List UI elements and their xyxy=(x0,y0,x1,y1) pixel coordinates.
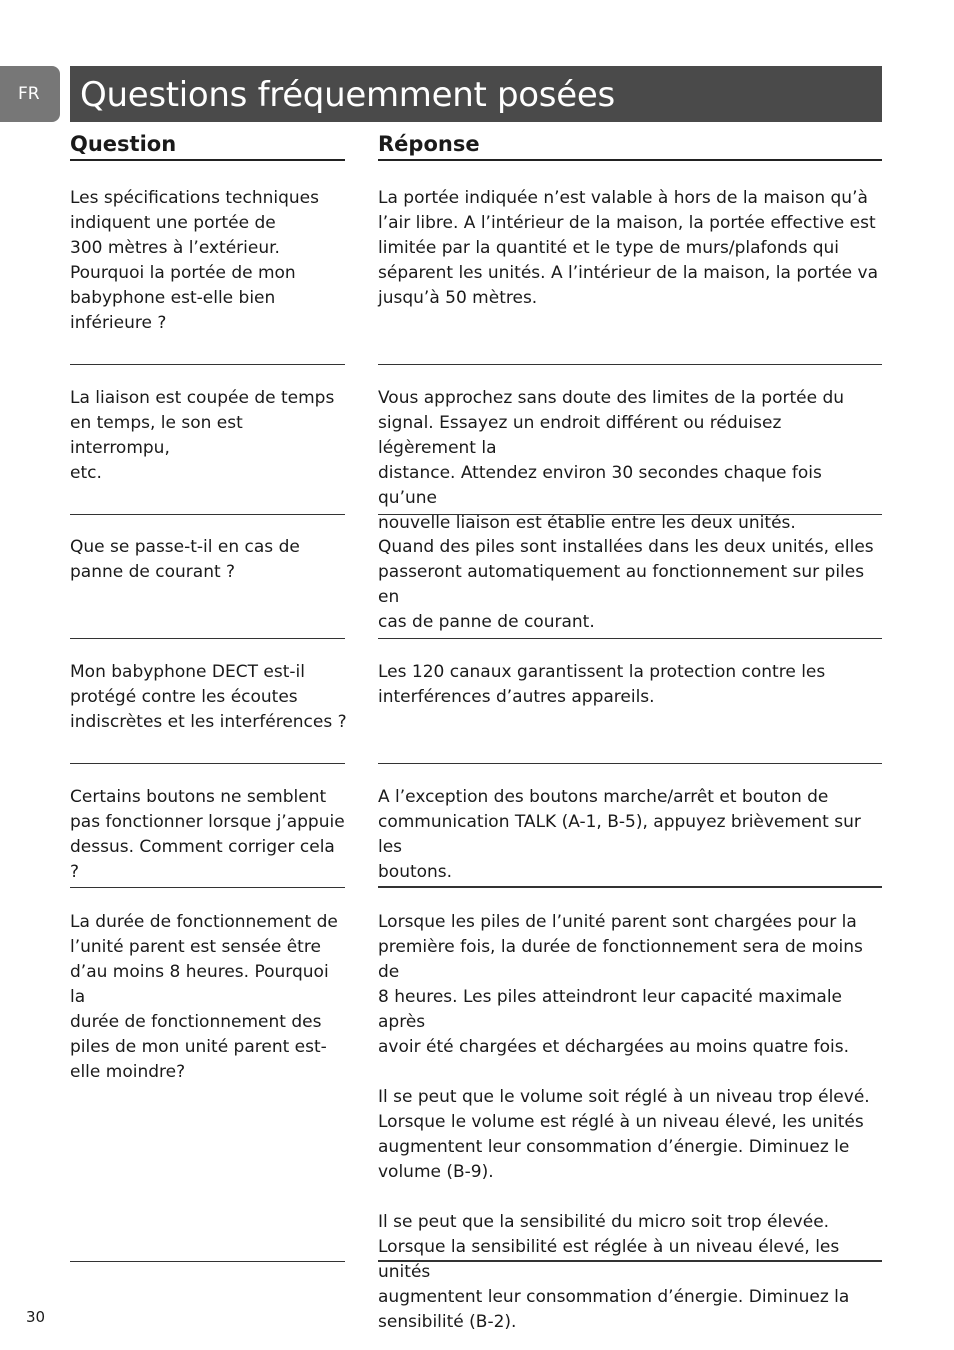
row-divider xyxy=(378,763,882,764)
row-divider xyxy=(378,364,882,365)
row-divider xyxy=(70,1261,345,1262)
answer-text: A l’exception des boutons marche/arrêt et bouton de communication TALK (A-1, B-5), appuyez brièvement sur les boutons. xyxy=(378,787,861,882)
answer-text: Quand des piles sont installées dans les deux unités, elles passeront automatiquement au fonctionnement sur piles en cas de panne de courant. xyxy=(378,537,874,632)
row-divider xyxy=(378,1260,882,1262)
question-text: La durée de fonctionnement de l’unité parent est sensée être d’au moins 8 heures. Pourquoi la durée de fonctionnement des piles de mon unité parent est- elle moindre? xyxy=(70,912,338,1082)
question-text: Certains boutons ne semblent pas fonctionner lorsque j’appuie dessus. Comment corriger cela ? xyxy=(70,787,345,882)
answer-text: La portée indiquée n’est valable à hors de la maison qu’à l’air libre. A l’intérieur de la maison, la portée effective est limitée par la quantité et le type de murs/plafonds qui séparent les unités. A l’intérieur de la maison, la portée va jusqu’à 50 mètres. xyxy=(378,188,878,308)
column-header-question: Question xyxy=(70,128,345,161)
row-divider xyxy=(70,514,345,515)
row-divider xyxy=(70,763,345,764)
faq-question-6 xyxy=(70,910,348,1085)
answer-text: Les 120 canaux garantissent la protection contre les interférences d’autres appareils. xyxy=(378,662,826,707)
question-text: Mon babyphone DECT est-il protégé contre les écoutes indiscrètes et les interférences ? xyxy=(70,662,347,732)
column-header-answer: Réponse xyxy=(378,128,882,161)
faq-answer-5 xyxy=(378,785,884,885)
language-tab: FR xyxy=(0,66,60,122)
answer-paragraph: Lorsque les piles de l’unité parent sont chargées pour la première fois, la durée de fonctionnement sera de moins de 8 heures. Les piles atteindront leur capacité maximale après avoir été chargées et déchargées au moins quatre fois. xyxy=(378,912,863,1057)
faq-question-5 xyxy=(70,785,348,885)
faq-answer-4 xyxy=(378,660,884,710)
answer-paragraph: Il se peut que la sensibilité du micro soit trop élevée. Lorsque la sensibilité est réglée à un niveau élevé, les unités augmentent leur consommation d’énergie. Diminuez la sensibilité (B-2). xyxy=(378,1212,850,1332)
row-divider xyxy=(70,887,345,888)
row-divider xyxy=(378,886,882,888)
page-title: Questions fréquemment posées xyxy=(70,66,882,122)
faq-question-4 xyxy=(70,660,348,735)
answer-paragraph: Il se peut que le volume soit réglé à un niveau trop élevé. Lorsque le volume est réglé à un niveau élevé, les unités augmentent leur consommation d’énergie. Diminuez le volume (B-9). xyxy=(378,1087,870,1182)
question-text: La liaison est coupée de temps en temps, le son est interrompu, etc. xyxy=(70,388,335,483)
row-divider xyxy=(70,638,345,639)
faq-question-3 xyxy=(70,535,348,585)
question-text: Que se passe-t-il en cas de panne de courant ? xyxy=(70,537,300,582)
faq-question-1 xyxy=(70,186,348,336)
row-divider xyxy=(70,364,345,365)
question-text: Les spécifications techniques indiquent une portée de 300 mètres à l’extérieur. Pourquoi la portée de mon babyphone est-elle bien inférieure ? xyxy=(70,188,319,333)
faq-question-2 xyxy=(70,386,348,486)
row-divider xyxy=(378,514,882,515)
faq-answer-1 xyxy=(378,186,884,311)
faq-answer-3 xyxy=(378,535,884,635)
answer-text: Vous approchez sans doute des limites de la portée du signal. Essayez un endroit différent ou réduisez légèrement la distance. Attendez environ 30 secondes chaque fois qu’une nouvelle liaison est établie entre les deux unités. xyxy=(378,388,845,533)
page-number: 30 xyxy=(26,1308,46,1326)
faq-answer-6 xyxy=(378,910,884,1335)
row-divider xyxy=(378,638,882,639)
